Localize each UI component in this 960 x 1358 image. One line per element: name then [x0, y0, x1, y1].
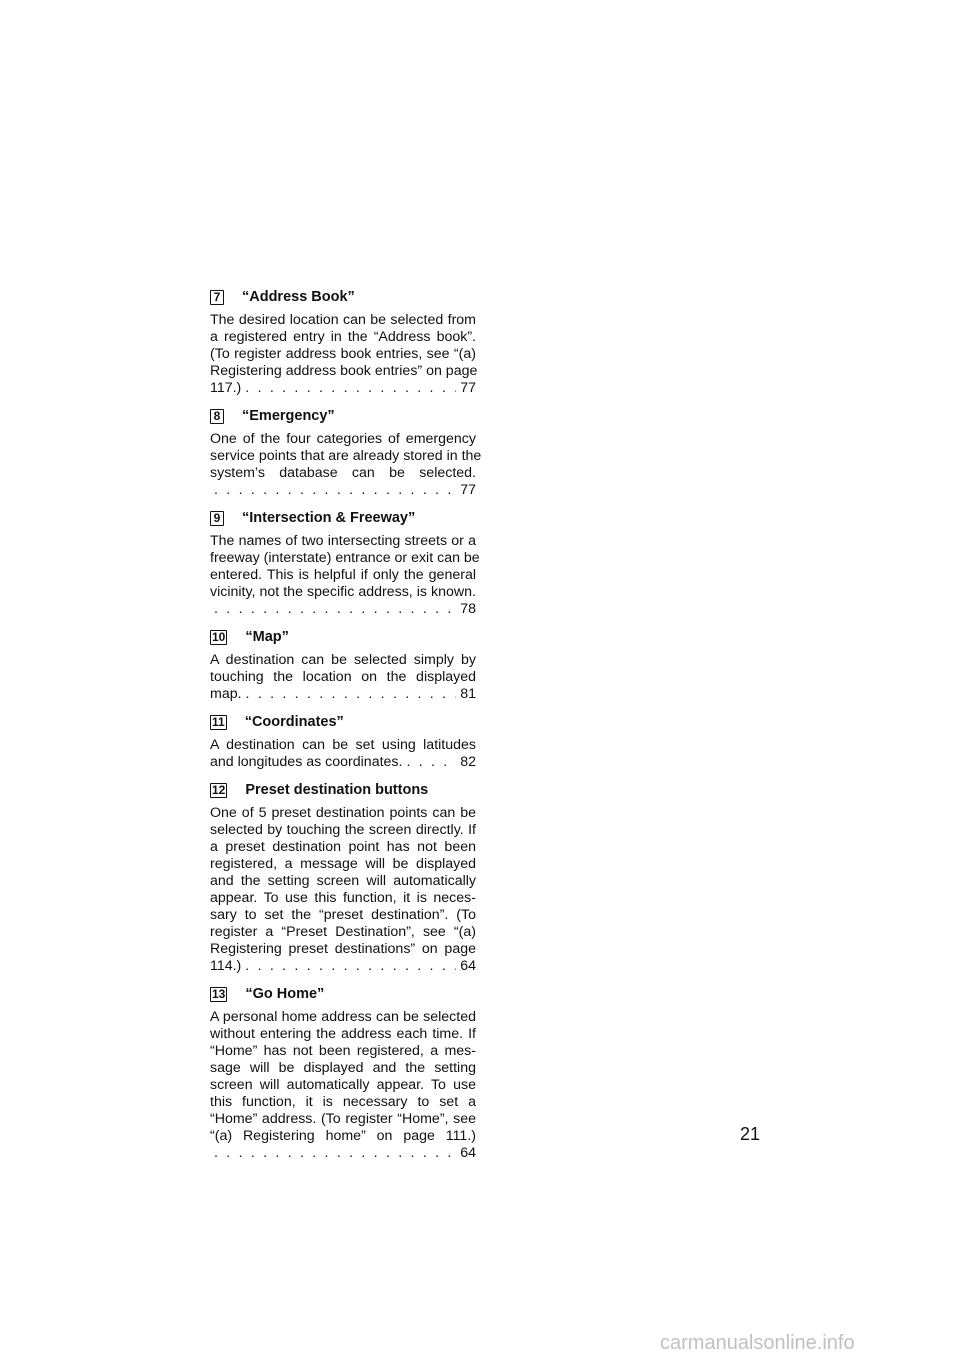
body-line: Registering preset destinations” on page: [210, 941, 476, 957]
reference-lead-text: and longitudes as coordinates.: [210, 754, 403, 770]
body-line: without entering the address each time. If: [210, 1026, 476, 1042]
item-number-badge: 13: [212, 986, 226, 1001]
leader-dots: [214, 482, 456, 499]
entry-7: [210, 286, 476, 397]
entry-title: “Address Book”: [242, 289, 355, 305]
body-line: screen will automatically appear. To use: [210, 1077, 476, 1093]
body-line: selected by touching the screen directly. If: [210, 822, 476, 838]
entry-heading: [210, 779, 476, 801]
page-reference: [210, 686, 476, 703]
entry-spacer: [210, 771, 476, 779]
body-line: “Home” has not been registered, a mes-: [210, 1043, 476, 1059]
body-line: A destination can be set using latitudes: [210, 737, 476, 753]
reference-page-link[interactable]: 77: [460, 482, 476, 498]
entry-12: [210, 779, 476, 975]
body-line: “(a) Registering home” on page 111.): [210, 1128, 476, 1144]
reference-page-link[interactable]: 64: [460, 1145, 476, 1161]
body-line: One of the four categories of emergency: [210, 431, 476, 447]
page-reference: [210, 601, 476, 618]
page-reference: [210, 958, 476, 975]
reference-page-link[interactable]: 77: [460, 380, 476, 396]
entry-spacer: [210, 618, 476, 626]
item-number-badge: 9: [210, 511, 224, 526]
body-line: A destination can be selected simply by: [210, 652, 476, 668]
entry-heading: [210, 626, 476, 648]
reference-page-link[interactable]: 78: [460, 601, 476, 617]
body-line: this function, it is necessary to set a: [210, 1094, 476, 1110]
body-line: The desired location can be selected from: [210, 312, 476, 328]
reference-page-link[interactable]: 82: [460, 754, 476, 770]
body-line: One of 5 preset destination points can be: [210, 805, 476, 821]
entry-heading: [210, 507, 476, 529]
entry-title: Preset destination buttons: [245, 782, 429, 798]
reference-page-link[interactable]: 64: [460, 958, 476, 974]
reference-lead-text: map.: [210, 686, 242, 702]
entry-spacer: [210, 975, 476, 983]
item-number-badge: 11: [212, 714, 225, 729]
body-line: Registering address book entries” on page: [210, 363, 478, 379]
entry-heading: [210, 711, 476, 733]
body-line: freeway (interstate) entrance or exit can be: [210, 550, 480, 566]
entry-title: “Emergency”: [242, 408, 335, 424]
entry-title: “Map”: [245, 629, 289, 645]
body-line: and the setting screen will automatically: [210, 873, 476, 889]
entry-title: “Coordinates”: [244, 714, 344, 730]
entry-title: “Go Home”: [245, 986, 325, 1002]
body-line: The names of two intersecting streets or a: [210, 533, 476, 549]
body-line: sage will be displayed and the setting: [210, 1060, 476, 1076]
body-line: service points that are already stored in the: [210, 448, 482, 464]
body-line: (To register address book entries, see “(a): [210, 346, 476, 362]
body-line: vicinity, not the specific address, is known.: [210, 584, 476, 600]
leader-dots: [246, 686, 457, 703]
body-line: registered, a message will be displayed: [210, 856, 476, 872]
entry-8: [210, 405, 482, 499]
body-line: appear. To use this function, it is neces-: [210, 890, 476, 906]
page-number: 21: [739, 1124, 760, 1144]
leader-dots: [245, 380, 456, 397]
item-number-badge: 12: [212, 782, 226, 797]
entry-spacer: [210, 703, 476, 711]
entry-spacer: [210, 499, 476, 507]
body-line: touching the location on the displayed: [210, 669, 476, 685]
page-reference: [210, 1145, 476, 1162]
entry-title: “Intersection & Freeway”: [242, 510, 416, 526]
watermark: carmanualsonline.info: [660, 1332, 855, 1354]
leader-dots: [214, 601, 456, 618]
body-line: entered. This is helpful if only the general: [210, 567, 476, 583]
body-line: “Home” address. (To register “Home”, see: [210, 1111, 476, 1127]
body-line: a registered entry in the “Address book”.: [210, 329, 476, 345]
entry-9: [210, 507, 480, 618]
entry-heading: [210, 286, 476, 308]
item-number-badge: 10: [212, 629, 226, 644]
entry-13: [210, 983, 476, 1162]
item-number-badge: 8: [210, 409, 224, 424]
body-line: sary to set the “preset destination”. (To: [210, 907, 476, 923]
manual-column: [210, 286, 482, 1162]
page-reference: [210, 380, 476, 397]
body-line: register a “Preset Destination”, see “(a): [210, 924, 476, 940]
entry-11: [210, 711, 476, 771]
entry-heading: [210, 405, 476, 427]
entry-10: [210, 626, 476, 703]
entry-heading: [210, 983, 476, 1005]
entry-spacer: [210, 397, 476, 405]
body-line: system’s database can be selected.: [210, 465, 476, 481]
item-number-badge: 7: [210, 290, 224, 305]
page-reference: [210, 754, 476, 771]
body-line: a preset destination point has not been: [210, 839, 476, 855]
leader-dots: [245, 958, 456, 975]
body-line: A personal home address can be selected: [210, 1009, 476, 1025]
leader-dots: [214, 1145, 456, 1162]
reference-page-link[interactable]: 81: [460, 686, 476, 702]
reference-lead-text: 114.): [210, 958, 242, 974]
leader-dots: [406, 754, 456, 771]
reference-lead-text: 117.): [210, 380, 242, 396]
page-reference: [210, 482, 476, 499]
